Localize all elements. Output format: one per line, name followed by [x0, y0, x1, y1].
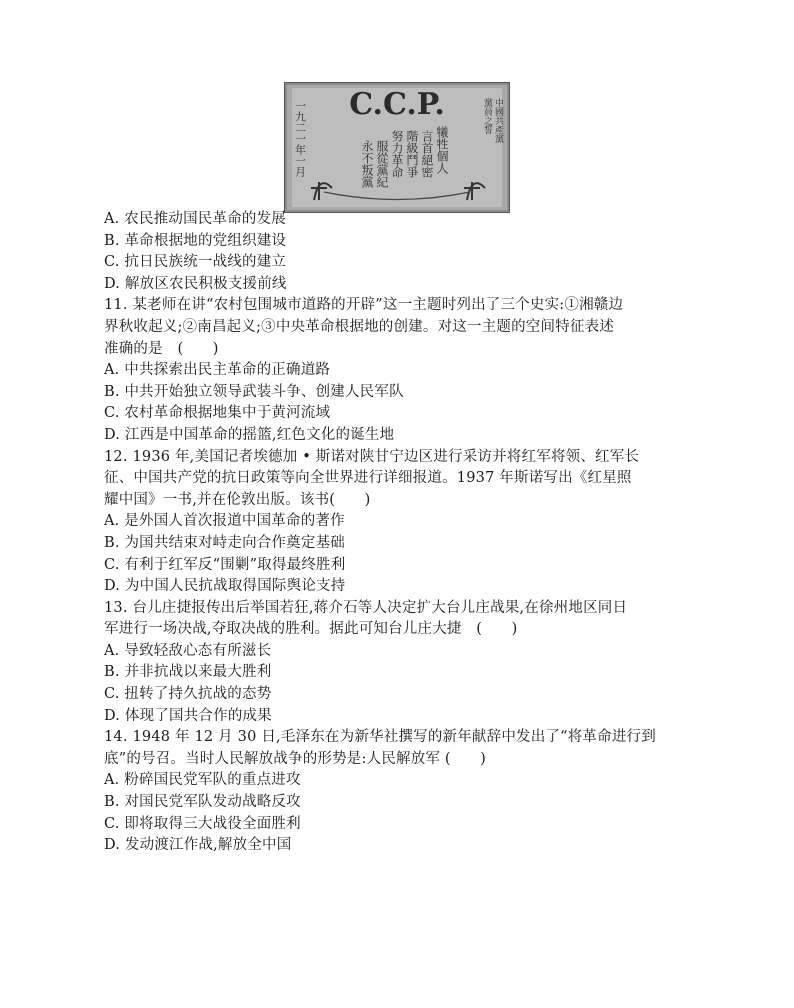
text-line: B. 中共开始独立领导武装斗争、创建人民军队 — [104, 383, 404, 400]
text-line: 界秋收起义;②南昌起义;③中央革命根据地的创建。对这一主题的空间特征表述 — [104, 318, 614, 335]
text-line: D. 江西是中国革命的摇篮,红色文化的诞生地 — [104, 426, 395, 443]
text-line: A. 中共探索出民主革命的正确道路 — [104, 362, 331, 379]
text-line: 底”的号召。当时人民解放战争的形势是:人民解放军 ( ) — [104, 750, 487, 767]
text-line: 14. 1948 年 12 月 30 日,毛泽东在为新华社撰写的新年献辞中发出了“将革命进行到 — [104, 729, 656, 746]
text-line: 军进行一场决战,夺取决战的胜利。据此可知台儿庄大捷 ( ) — [104, 621, 518, 638]
text-line: 13. 台儿庄捷报传出后举国若狂,蒋介石等人决定扩大台儿庄战果,在徐州地区同日 — [104, 599, 628, 616]
text-line: A. 粉碎国民党军队的重点进攻 — [104, 772, 301, 789]
figure-col: 階級鬥爭 — [405, 130, 419, 178]
text-line: A. 农民推动国民革命的发展 — [104, 211, 286, 227]
text-line: B. 并非抗战以来最大胜利 — [104, 664, 272, 681]
text-line: C. 有利于红军反“围剿”取得最终胜利 — [104, 556, 346, 573]
text-line: B. 革命根据地的党组织建设 — [104, 232, 287, 249]
text-line: C. 扭转了持久抗战的态势 — [104, 686, 272, 703]
text-line: B. 对国民党军队发动战略反攻 — [104, 794, 301, 811]
figure-col: 服從黨紀 — [375, 140, 389, 188]
text-line: C. 抗日民族统一战线的建立 — [104, 254, 287, 271]
figure-col: 永不叛黨 — [360, 140, 374, 188]
figure-heading: C.C.P. — [349, 87, 445, 122]
text-line: A. 是外国人首次报道中国革命的著作 — [104, 513, 345, 530]
figure-col: 努力革命 — [390, 130, 404, 178]
ccp-oath-photo — [284, 82, 510, 213]
text-line: D. 解放区农民积极支援前线 — [104, 275, 287, 292]
text-line: C. 农村革命根据地集中于黄河流域 — [104, 405, 331, 422]
figure-left-date: 一九二一年一月 — [293, 100, 307, 177]
text-line: B. 为国共结束对峙走向合作奠定基础 — [104, 534, 345, 551]
text-line: 12. 1936 年,美国记者埃德加 • 斯诺对陕甘宁边区进行采访并将红军将领、红军长 — [104, 448, 640, 465]
text-line: C. 即将取得三大战役全面胜利 — [104, 815, 301, 832]
text-line: 11. 某老师在讲“农村包围城市道路的开辟”这一主题时列出了三个史实:①湘赣边 — [104, 297, 624, 314]
figure-col: 黨員之誓 — [482, 98, 492, 134]
question-text — [104, 209, 694, 857]
figure-col: 言首絕密 — [420, 130, 434, 178]
text-line: 征、中国共产党的抗日政策等向全世界进行详细报道。1937 年斯诺写出《红星照 — [104, 470, 632, 487]
figure-col: 犧牲個人 — [435, 126, 449, 174]
text-line: 准确的是 ( ) — [104, 340, 219, 357]
figure-col: 中國共產黨 — [493, 98, 503, 143]
text-line: D. 为中国人民抗战取得国际舆论支持 — [104, 578, 346, 595]
text-line: A. 导致轻敌心态有所滋长 — [104, 642, 272, 659]
text-line: D. 体现了国共合作的成果 — [104, 707, 272, 724]
text-line: D. 发动渡江作战,解放全中国 — [104, 837, 292, 854]
text-line: 耀中国》一书,并在伦敦出版。该书( ) — [104, 491, 371, 508]
